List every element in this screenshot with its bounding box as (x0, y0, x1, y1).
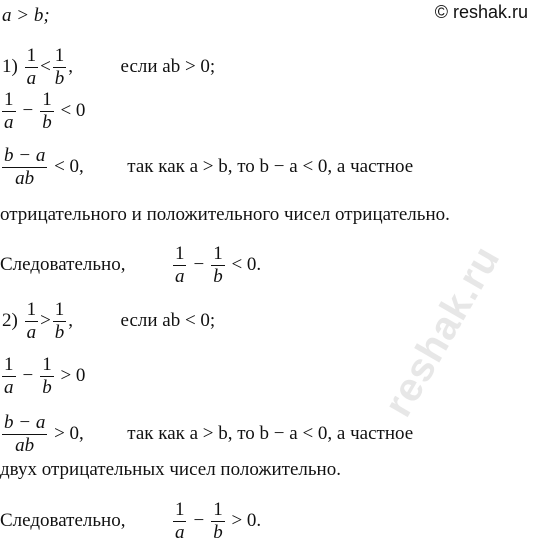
case1-reason: так как a > b, то b − a < 0, а частное (127, 155, 414, 177)
fraction: $\frac{1}{b}$ (213, 243, 223, 287)
fraction: $\frac{1}{b}$ (54, 299, 65, 343)
case1-inequality-line: 1) $\frac{1}{a}$ < $\frac{1}{b}$ , если ab > 0; (2, 45, 216, 89)
fraction: $\frac{1}{b}$ (54, 45, 65, 89)
copyright-label: © reshak.ru (434, 2, 528, 22)
case2-reason: так как a > b, то b − a < 0, а частное (127, 422, 414, 444)
case2-conclusion: Следовательно, $\frac{1}{a}$ − $\frac{1}{b}$ > 0. (0, 499, 262, 543)
fraction: $\frac{1}{a}$ (174, 499, 185, 543)
fraction: $\frac{1}{b}$ (42, 354, 52, 398)
watermark: reshak.ru (376, 238, 509, 424)
case1-combined-line: $\frac{b - a}{ab}$ < 0, так как a > b, то b − a < 0, а частное (4, 145, 414, 189)
fraction: $\frac{1}{a}$ (26, 299, 37, 343)
case2-condition: если ab < 0; (120, 309, 216, 331)
case2-reason-cont: двух отрицательных чисел положительно. (0, 459, 341, 480)
case1-reason-cont: отрицательного и положительного чисел отрицательно. (0, 204, 450, 225)
case2-combined-line: $\frac{b - a}{ab}$ > 0, так как a > b, то b − a < 0, а частное (4, 412, 414, 456)
given-condition: a > b; (2, 5, 50, 26)
case1-condition: если ab > 0; (120, 55, 216, 77)
case1-difference-line: $\frac{1}{a}$ − $\frac{1}{b}$ < 0 (4, 89, 86, 133)
case2-number: 2) (2, 309, 18, 331)
case1-conclusion: Следовательно, $\frac{1}{a}$ − $\frac{1}{b}$ < 0. (0, 243, 262, 287)
case2-difference-line: $\frac{1}{a}$ − $\frac{1}{b}$ > 0 (4, 354, 86, 398)
fraction: $\frac{b - a}{ab}$ (4, 412, 46, 456)
case2-inequality-line: 2) $\frac{1}{a}$ > $\frac{1}{b}$ , если ab < 0; (2, 299, 216, 343)
fraction: $\frac{1}{a}$ (4, 354, 14, 398)
fraction: $\frac{1}{b}$ (213, 499, 223, 543)
fraction: $\frac{1}{a}$ (174, 243, 185, 287)
case1-number: 1) (2, 55, 18, 77)
fraction: $\frac{b - a}{ab}$ (4, 145, 46, 189)
fraction: $\frac{1}{a}$ (26, 45, 37, 89)
fraction: $\frac{1}{a}$ (4, 89, 14, 133)
fraction: $\frac{1}{b}$ (42, 89, 52, 133)
